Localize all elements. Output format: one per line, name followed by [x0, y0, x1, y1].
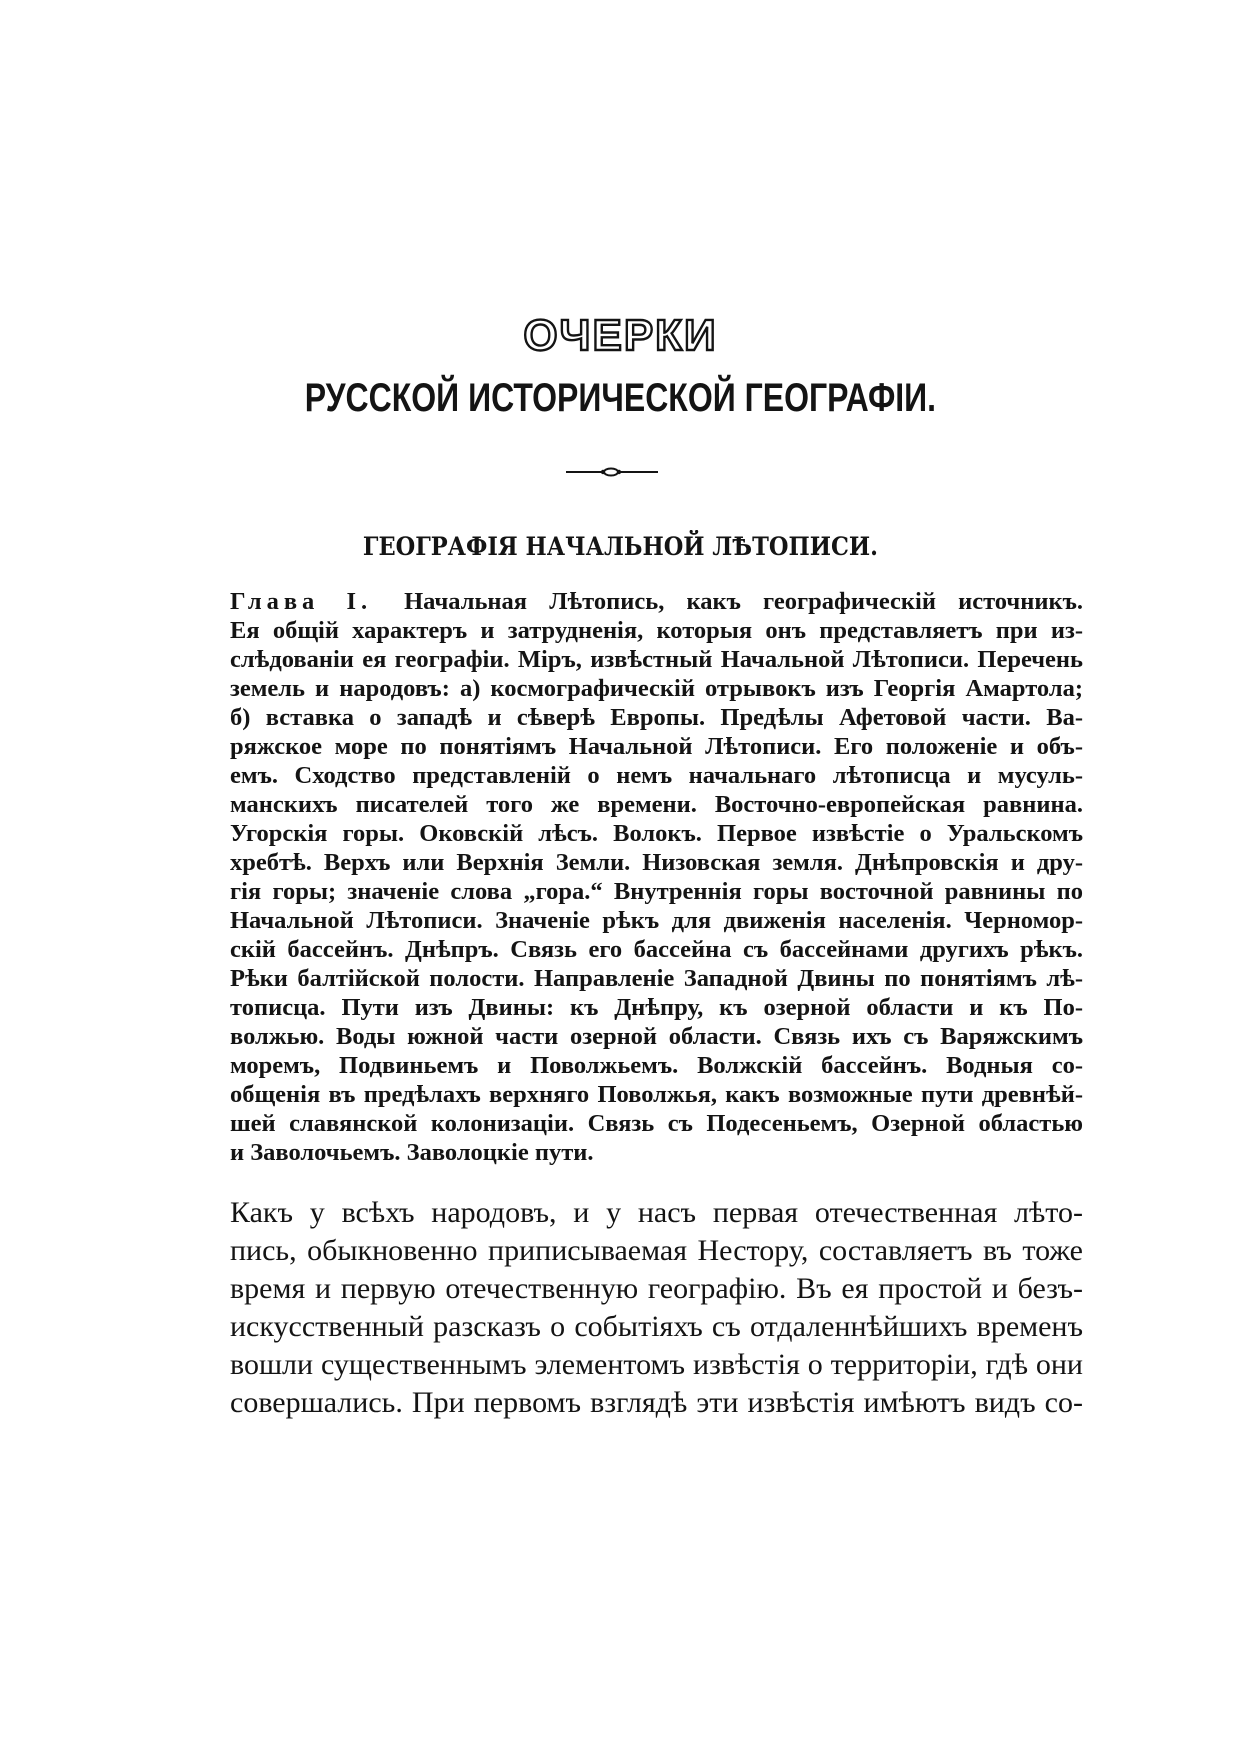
book-subtitle: РУССКОЙ ИСТОРИЧЕСКОЙ ГЕОГРАФІИ. [304, 376, 937, 420]
summary-line: хребтѣ. Верхъ или Верхнія Земли. Низовская земля. Днѣпровскія и дру- [230, 849, 1083, 876]
summary-line: гія горы; значеніе слова „гора.“ Внутреннія горы восточной равнины по [230, 878, 1083, 905]
summary-line: моремъ, Подвиньемъ и Поволжьемъ. Волжскій бассейнъ. Водныя со- [230, 1052, 1083, 1079]
summary-line: общенія въ предѣлахъ верхняго Поволжья, какъ возможные пути древнѣй- [230, 1081, 1083, 1108]
summary-line: б) вставка о западѣ и сѣверѣ Европы. Предѣлы Афетовой части. Ва- [230, 704, 1083, 731]
summary-line: тописца. Пути изъ Двины: къ Днѣпру, къ озерной области и къ По- [230, 994, 1083, 1021]
body-line: время и первую отечественную географію. Въ ея простой и безъ- [230, 1272, 1083, 1305]
summary-line-text: Начальная Лѣтопись, какъ географическій источникъ. [404, 588, 1083, 615]
summary-line [230, 587, 1083, 616]
book-title: ОЧЕРКИ [523, 311, 718, 360]
body-line: вошли существеннымъ элементомъ извѣстія о территоріи, гдѣ они [230, 1348, 1083, 1381]
body-paragraph [230, 1194, 1083, 1444]
summary-line: манскихъ писателей того же времени. Восточно-европейская равнина. [230, 791, 1083, 818]
body-line: пись, обыкновенно приписываемая Нестору, составляетъ въ тоже [230, 1234, 1083, 1267]
summary-line: волжью. Воды южной части озерной области. Связь ихъ съ Варяжскимъ [230, 1023, 1083, 1050]
body-line: совершались. При первомъ взглядѣ эти извѣстія имѣютъ видъ со- [230, 1386, 1083, 1419]
summary-line: слѣдованіи ея географіи. Міръ, извѣстный Начальной Лѣтописи. Перечень [230, 646, 1083, 673]
summary-line: Ея общій характеръ и затрудненія, которыя онъ представляетъ при из- [230, 617, 1083, 644]
summary-line: шей славянской колонизаціи. Связь съ Подесеньемъ, Озерной областью [230, 1110, 1083, 1137]
summary-line: Рѣки балтійской полости. Направленіе Западной Двины по понятіямъ лѣ- [230, 965, 1083, 992]
body-line [230, 1194, 1083, 1232]
summary-line: скій бассейнъ. Днѣпръ. Связь его бассейна съ бассейнами другихъ рѣкъ. [230, 936, 1083, 963]
ornament-divider [0, 462, 1241, 482]
summary-line: Угорскія горы. Оковскій лѣсъ. Волокъ. Первое извѣстіе о Уральскомъ [230, 820, 1083, 847]
body-line: искусственный разсказъ о событіяхъ съ отдаленнѣйшихъ временъ [230, 1310, 1083, 1343]
body-line-text: Какъ у всѣхъ народовъ, и у насъ первая отечественная лѣто- [230, 1196, 1083, 1229]
summary-line: Начальной Лѣтописи. Значеніе рѣкъ для движенія населенія. Черномор- [230, 907, 1083, 934]
summary-line: ряжское море по понятіямъ Начальной Лѣтописи. Его положеніе и объ- [230, 733, 1083, 760]
chapter-label: Глава I. [230, 588, 373, 615]
section-title: ГЕОГРАФІЯ НАЧАЛЬНОЙ ЛѢТОПИСИ. [362, 532, 878, 561]
chapter-summary [230, 587, 1083, 1187]
summary-line: земель и народовъ: а) космографическій отрывокъ изъ Георгія Амартола; [230, 675, 1083, 702]
summary-line: и Заволочьемъ. Заволоцкіе пути. [230, 1139, 594, 1166]
summary-line: емъ. Сходство представленій о немъ начальнаго лѣтописца и мусуль- [230, 762, 1083, 789]
